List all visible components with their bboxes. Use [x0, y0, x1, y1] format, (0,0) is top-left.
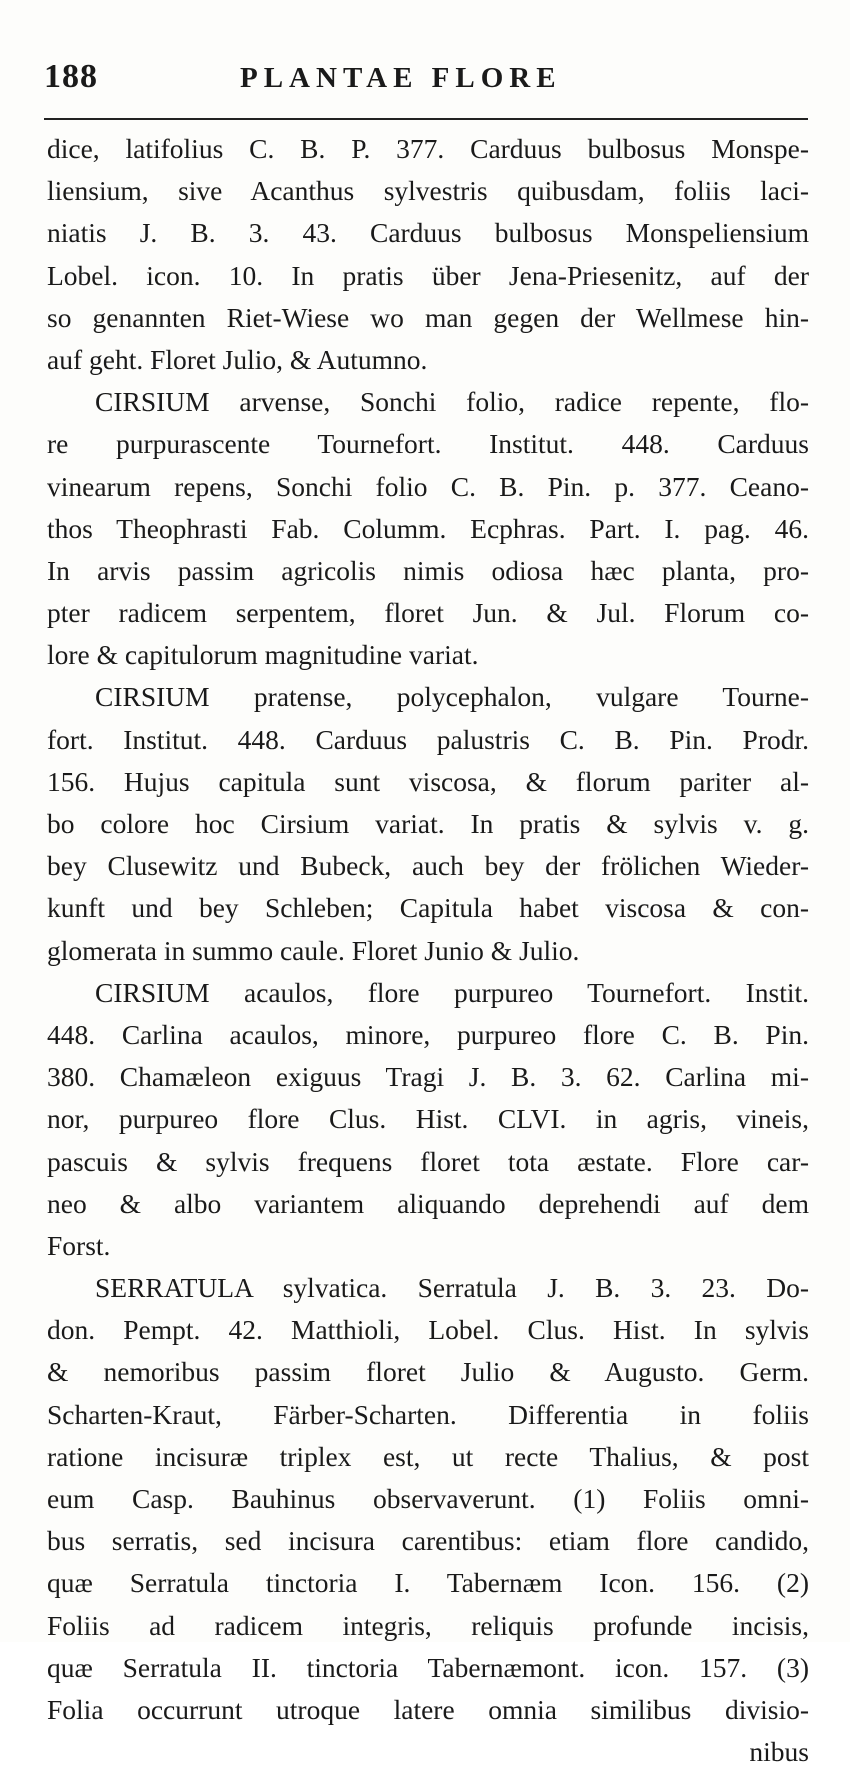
text-line: Lobel. icon. 10. In pratis über Jena-Priesenitz, auf der [47, 259, 809, 291]
text-line: ratione incisuræ triplex est, ut recte Thalius, & post [47, 1440, 809, 1472]
text-line: thos Theophrasti Fab. Columm. Ecphras. Part. I. pag. 46. [47, 512, 809, 544]
body-text [47, 128, 809, 1773]
text-line: auf geht. Floret Julio, & Autumno. [47, 343, 428, 375]
text-line: dice, latifolius C. B. P. 377. Carduus bulbosus Monspe- [47, 133, 809, 164]
text-line: pter radicem serpentem, floret Jun. & Jul. Florum co- [47, 597, 809, 629]
text-line: so genannten Riet-Wiese wo man gegen der Wellmese hin- [47, 301, 809, 333]
text-line: Foliis ad radicem integris, reliquis profunde incisis, [47, 1609, 809, 1641]
text-line: CIRSIUM acaulos, flore purpureo Tournefort. Instit. [95, 976, 809, 1008]
text-line: pascuis & sylvis frequens floret tota æstate. Flore car- [47, 1145, 809, 1177]
text-line: vinearum repens, Sonchi folio C. B. Pin. p. 377. Ceano- [47, 470, 809, 502]
text-line: 156. Hujus capitula sunt viscosa, & florum pariter al- [47, 765, 809, 797]
text-line: quæ Serratula tinctoria I. Tabernæm Icon. 156. (2) [47, 1567, 809, 1599]
text-line: niatis J. B. 3. 43. Carduus bulbosus Monspeliensium [47, 217, 809, 249]
page-number: 188 [44, 58, 98, 95]
page-header [44, 58, 810, 108]
text-line: kunft und bey Schleben; Capitula habet viscosa & con- [47, 892, 809, 924]
text-line: don. Pempt. 42. Matthioli, Lobel. Clus. Hist. In sylvis [47, 1314, 809, 1346]
text-line: liensium, sive Acanthus sylvestris quibusdam, foliis laci- [47, 175, 809, 207]
text-line: Forst. [47, 1229, 111, 1261]
text-line: bus serratis, sed incisura carentibus: etiam flore candido, [47, 1525, 809, 1557]
text-line: In arvis passim agricolis nimis odiosa hæc planta, pro- [47, 554, 809, 586]
text-line: quæ Serratula II. tinctoria Tabernæmont. icon. 157. (3) [47, 1651, 809, 1683]
text-line: CIRSIUM arvense, Sonchi folio, radice repente, flo- [95, 386, 809, 418]
text-line: nibus [749, 1736, 809, 1768]
text-line: Folia occurrunt utroque latere omnia similibus divisio- [47, 1693, 809, 1725]
text-line: re purpurascente Tournefort. Institut. 448. Carduus [47, 428, 809, 460]
text-line: CIRSIUM pratense, polycephalon, vulgare Tourne- [95, 681, 809, 713]
text-line: SERRATULA sylvatica. Serratula J. B. 3. 23. Do- [95, 1272, 809, 1304]
text-line: bey Clusewitz und Bubeck, auch bey der frölichen Wieder- [47, 850, 809, 882]
text-line: glomerata in summo caule. Floret Junio & Julio. [47, 934, 580, 966]
text-line: neo & albo variantem aliquando deprehendi auf dem [47, 1187, 809, 1219]
text-line: Scharten-Kraut, Färber-Scharten. Differentia in foliis [47, 1398, 809, 1430]
text-line: eum Casp. Bauhinus observaverunt. (1) Foliis omni- [47, 1483, 809, 1514]
header-rule [44, 118, 808, 120]
text-line: & nemoribus passim floret Julio & Augusto. Germ. [47, 1356, 809, 1388]
text-line: 448. Carlina acaulos, minore, purpureo flore C. B. Pin. [47, 1018, 809, 1050]
text-line: 380. Chamæleon exiguus Tragi J. B. 3. 62. Carlina mi- [47, 1061, 809, 1093]
text-line: lore & capitulorum magnitudine variat. [47, 639, 479, 671]
running-head: PLANTAE FLORE [240, 62, 562, 94]
text-line: fort. Institut. 448. Carduus palustris C. B. Pin. Prodr. [47, 723, 809, 755]
text-line: bo colore hoc Cirsium variat. In pratis & sylvis v. g. [47, 808, 809, 839]
text-line: nor, purpureo flore Clus. Hist. CLVI. in agris, vineis, [47, 1103, 809, 1135]
